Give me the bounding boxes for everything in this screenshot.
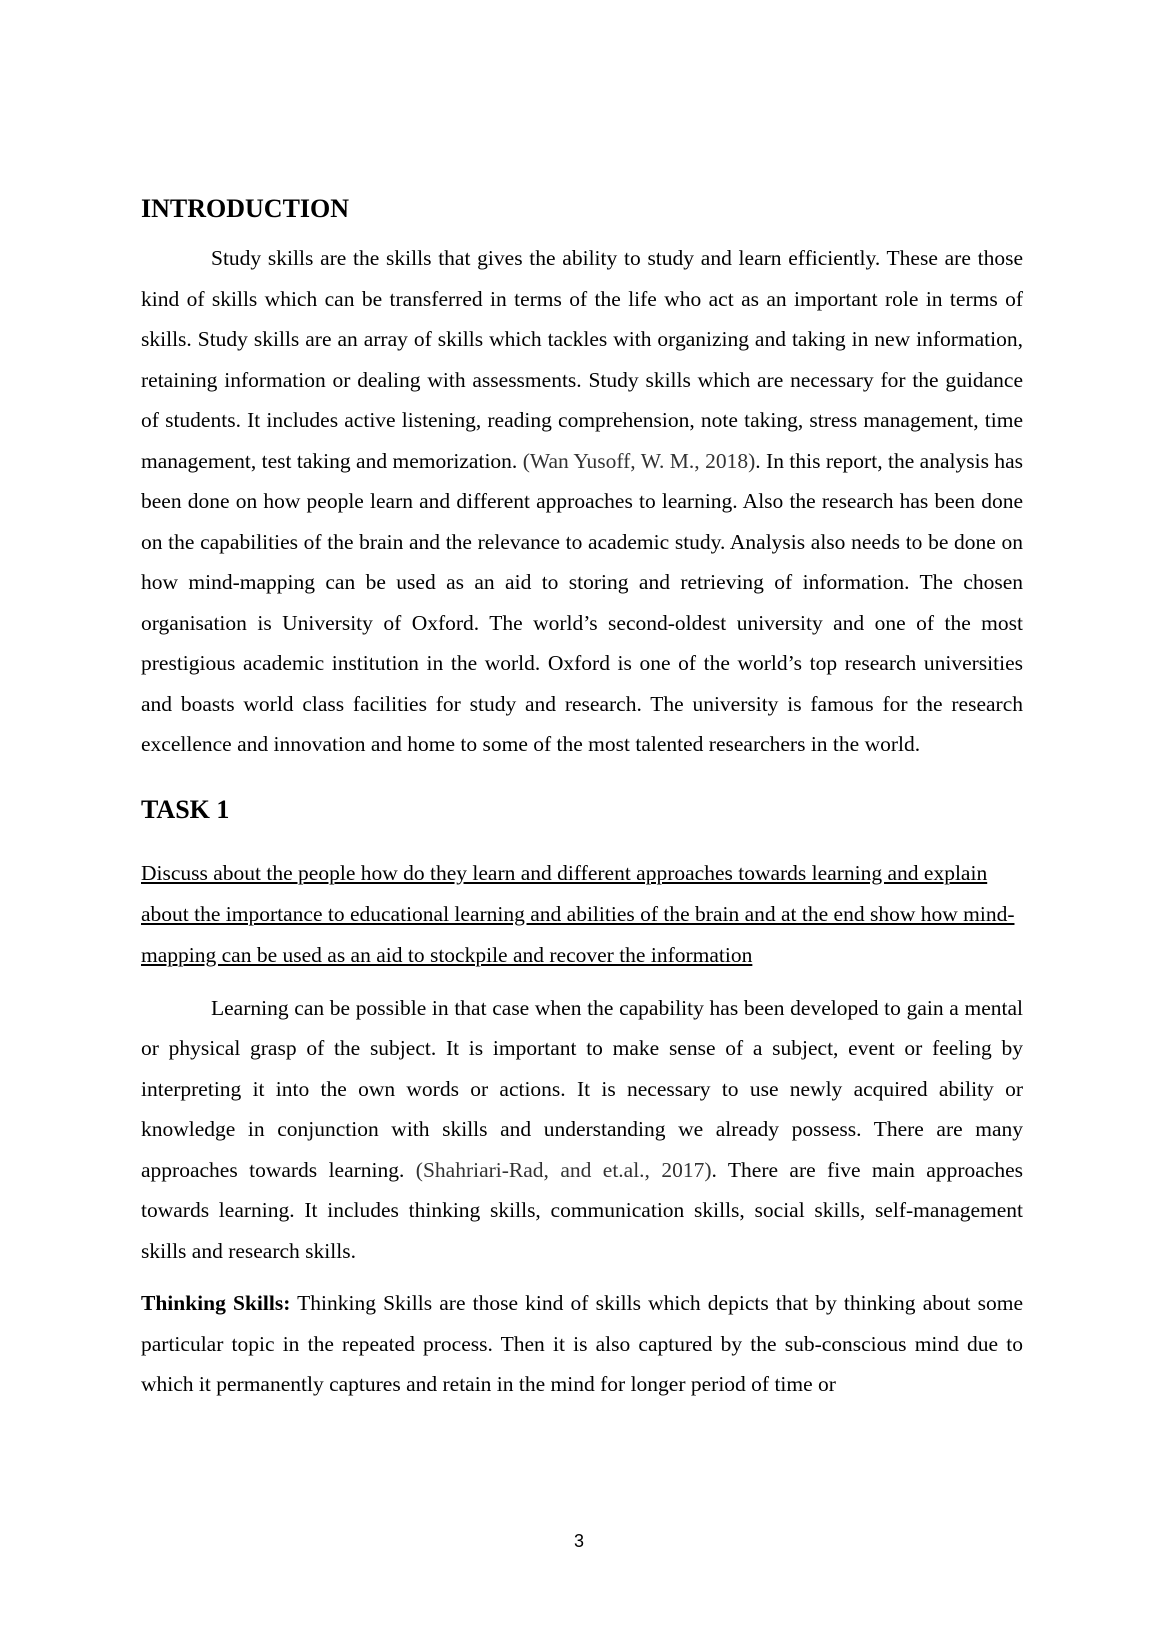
learning-text-start: Learning can be possible in that case when the capability has been developed to gain a mental or physical grasp of the subject. It is important to make sense of a subject, event or feeling by interpreting it into the own words or actions. It is necessary to use newly acquired ability or knowledge in conjunction with skills and understanding we already possess. There are many approaches towards learning. [141, 995, 1023, 1182]
task1-question: Discuss about the people how do they learn and different approaches towards learning and explain about the importance to educational learning and abilities of the brain and at the end show how mind-mapping can be used as an aid to stockpile and recover the information [141, 860, 1015, 967]
introduction-text-end: . In this report, the analysis has been done on how people learn and different approaches to learning. Also the research has been done on the capabilities of the brain and the relevance to academic study. Analysis also needs to be done on how mind-mapping can be used as an aid to storing and retrieving of information. The chosen organisation is University of Oxford. The world’s second-oldest university and one of the most prestigious academic institution in the world. Oxford is one of the world’s top research universities and boasts world class facilities for study and research. The university is famous for the research excellence and innovation and home to some of the most talented researchers in the world. [141, 448, 1024, 756]
thinking-skills-text: Thinking Skills are those kind of skills which depicts that by thinking about some particular topic in the repeated process. Then it is also captured by the sub-conscious mind due to which it permanently captures and retain in the mind for longer period of time or [141, 1291, 1023, 1396]
learning-citation: (Shahriari-Rad, and et.al., 2017) [415, 1157, 712, 1182]
page-number: 3 [573, 1531, 584, 1551]
introduction-citation: (Wan Yusoff, W. M., 2018) [522, 448, 756, 473]
page-content [141, 192, 1023, 1405]
thinking-skills-label: Thinking Skills: [141, 1291, 291, 1315]
introduction-heading: INTRODUCTION [141, 194, 350, 223]
learning-text-end: . There are five main approaches towards learning. It includes thinking skills, communication skills, social skills, self-management skills and research skills. [141, 1157, 1023, 1263]
task1-heading: TASK 1 [141, 794, 230, 824]
learning-paragraph [141, 988, 1023, 1272]
introduction-paragraph [141, 238, 1023, 765]
thinking-skills-paragraph [141, 1283, 1023, 1405]
introduction-text-start: Study skills are the skills that gives the ability to study and learn efficiently. These are those kind of skills which can be transferred in terms of the life who act as an important role in terms of skills. Study skills are an array of skills which tackles with organizing and taking in new information, retaining information or dealing with assessments. Study skills which are necessary for the guidance of students. It includes active listening, reading comprehension, note taking, stress management, time management, test taking and memorization. [141, 246, 1023, 473]
